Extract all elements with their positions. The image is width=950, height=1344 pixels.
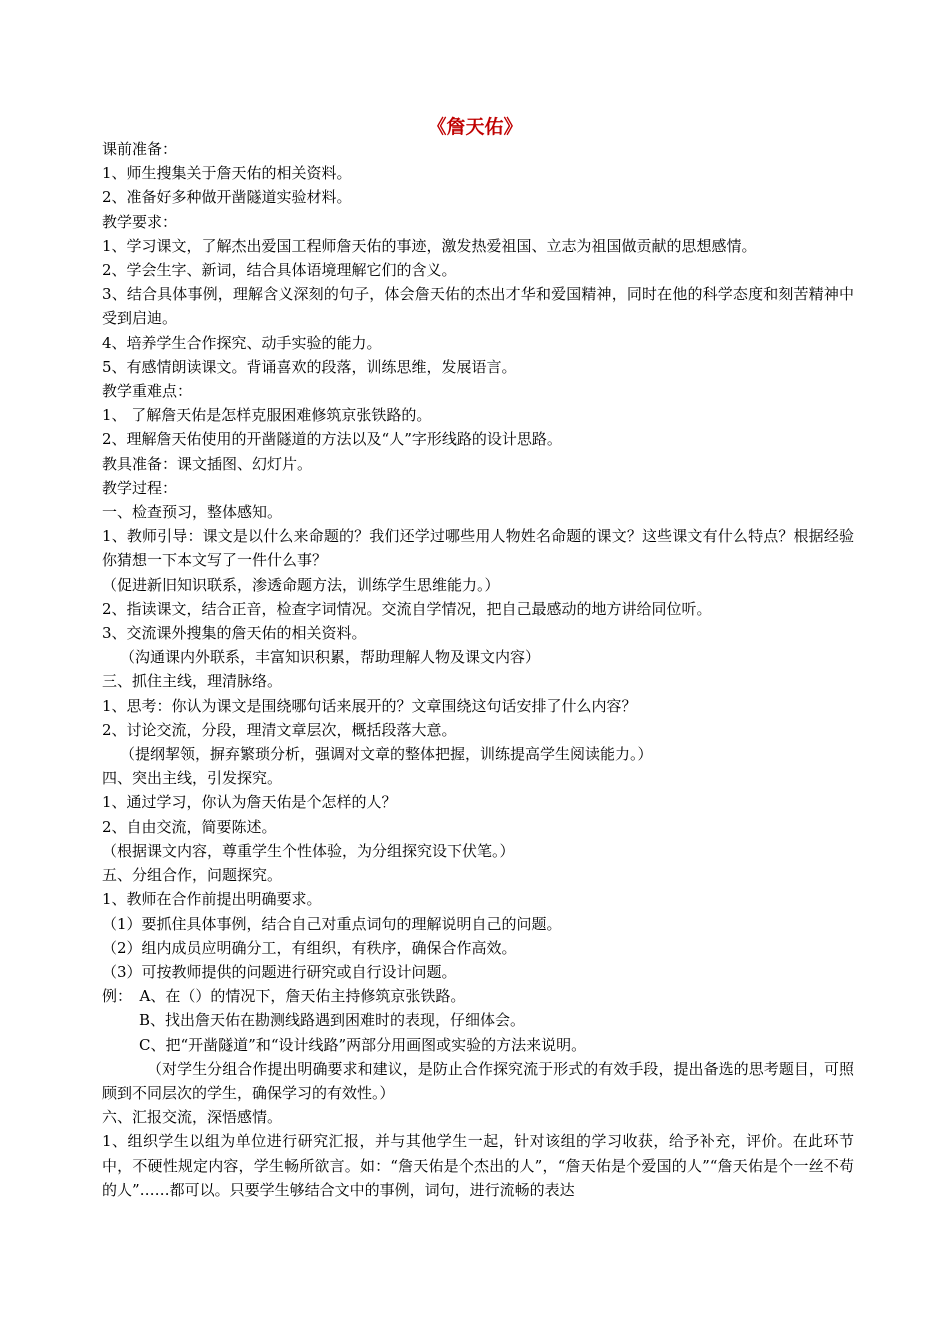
paragraph-line: 1、 了解詹天佑是怎样克服困难修筑京张铁路的。: [102, 406, 432, 425]
paragraph-line: （2）组内成员应明确分工，有组织，有秩序，确保合作高效。: [102, 938, 517, 957]
paragraph-line: 2、指读课文，结合正音，检查字词情况。交流自学情况，把自己最感动的地方讲给同位听。: [102, 599, 712, 618]
section-heading: 教学要求：: [102, 212, 178, 231]
document-title: 《詹天佑》: [427, 116, 523, 138]
example-line: 例： A、在（）的情况下，詹天佑主持修筑京张铁路。: [102, 987, 466, 1006]
paragraph: 3、结合具体事例，理解含义深刻的句子，体会詹天佑的杰出才华和爱国精神，同时在他的科学态度和刻苦精神中受到启迪。: [102, 285, 854, 328]
paragraph-line: 2、学会生字、新词，结合具体语境理解它们的含义。: [102, 261, 457, 280]
paragraph-line: （1）要抓住具体事例，结合自己对重点词句的理解说明自己的问题。: [102, 914, 562, 933]
paragraph-line: 1、师生搜集关于詹天佑的相关资料。: [102, 164, 352, 183]
paragraph-line: 2、讨论交流，分段，理清文章层次，概括段落大意。: [102, 720, 457, 739]
note-line: （促进新旧知识联系，渗透命题方法，训练学生思维能力。）: [102, 575, 500, 594]
step-heading: 三、抓住主线，理清脉络。: [102, 672, 283, 691]
paragraph-line: 2、准备好多种做开凿隧道实验材料。: [102, 188, 352, 207]
note-paragraph: （对学生分组合作提出明确要求和建议，是防止合作探究流于形式的有效手段，提出备选的思考题目，可照顾到不同层次的学生，确保学习的有效性。）: [102, 1059, 854, 1102]
example-line: C、把“开凿隧道”和“设计线路”两部分用画图或实验的方法来说明。: [139, 1035, 587, 1054]
paragraph: 1、教师引导：课文是以什么来命题的？我们还学过哪些用人物姓名命题的课文？这些课文有什么特点？根据经验你猜想一下本文写了一件什么事？: [102, 527, 854, 570]
document-body: [102, 137, 854, 1202]
step-heading: 四、突出主线，引发探究。: [102, 769, 283, 788]
paragraph-line: 1、思考：你认为课文是围绕哪句话来展开的？文章围绕这句话安排了什么内容？: [102, 696, 637, 715]
paragraph-line: 1、通过学习，你认为詹天佑是个怎样的人？: [102, 793, 397, 812]
paragraph-line: 2、自由交流，简要陈述。: [102, 817, 277, 836]
paragraph-line: 1、教师在合作前提出明确要求。: [102, 890, 322, 909]
example-line: B、找出詹天佑在勘测线路遇到困难时的表现，仔细体会。: [139, 1011, 526, 1030]
note-line: （沟通课内外联系，丰富知识积累，帮助理解人物及课文内容）: [120, 648, 541, 667]
step-heading: 六、汇报交流，深悟感情。: [102, 1108, 283, 1127]
section-heading: 教学过程：: [102, 478, 178, 497]
section-heading: 教具准备：课文插图、幻灯片。: [102, 454, 313, 473]
paragraph-line: 1、学习课文，了解杰出爱国工程师詹天佑的事迹，激发热爱祖国、立志为祖国做贡献的思想感情。: [102, 236, 757, 255]
note-line: （提纲挈领，摒弃繁琐分析，强调对文章的整体把握，训练提高学生阅读能力。）: [120, 745, 653, 764]
paragraph: 1、组织学生以组为单位进行研究汇报，并与其他学生一起，针对该组的学习收获，给予补充，评价。在此环节中，不硬性规定内容，学生畅所欲言。如：“詹天佑是个杰出的人”，“詹天佑是个爱国的人”“詹天佑是个一丝不苟的人”……都可以。只要学生够结合文中的事例，词句，进行流畅的表达: [102, 1132, 854, 1199]
paragraph-line: 4、培养学生合作探究、动手实验的能力。: [102, 333, 382, 352]
paragraph-line: 3、交流课外搜集的詹天佑的相关资料。: [102, 624, 367, 643]
paragraph-line: （3）可按教师提供的问题进行研究或自行设计问题。: [102, 962, 457, 981]
step-heading: 五、分组合作，问题探究。: [102, 866, 283, 885]
paragraph-line: 5、有感情朗读课文。背诵喜欢的段落，训练思维，发展语言。: [102, 357, 517, 376]
step-heading: 一、检查预习，整体感知。: [102, 503, 283, 522]
note-line: （根据课文内容，尊重学生个性体验，为分组探究设下伏笔。）: [102, 841, 515, 860]
section-heading: 课前准备：: [102, 140, 178, 158]
section-heading: 教学重难点：: [102, 382, 193, 401]
paragraph-line: 2、理解詹天佑使用的开凿隧道的方法以及“人”字形线路的设计思路。: [102, 430, 562, 449]
